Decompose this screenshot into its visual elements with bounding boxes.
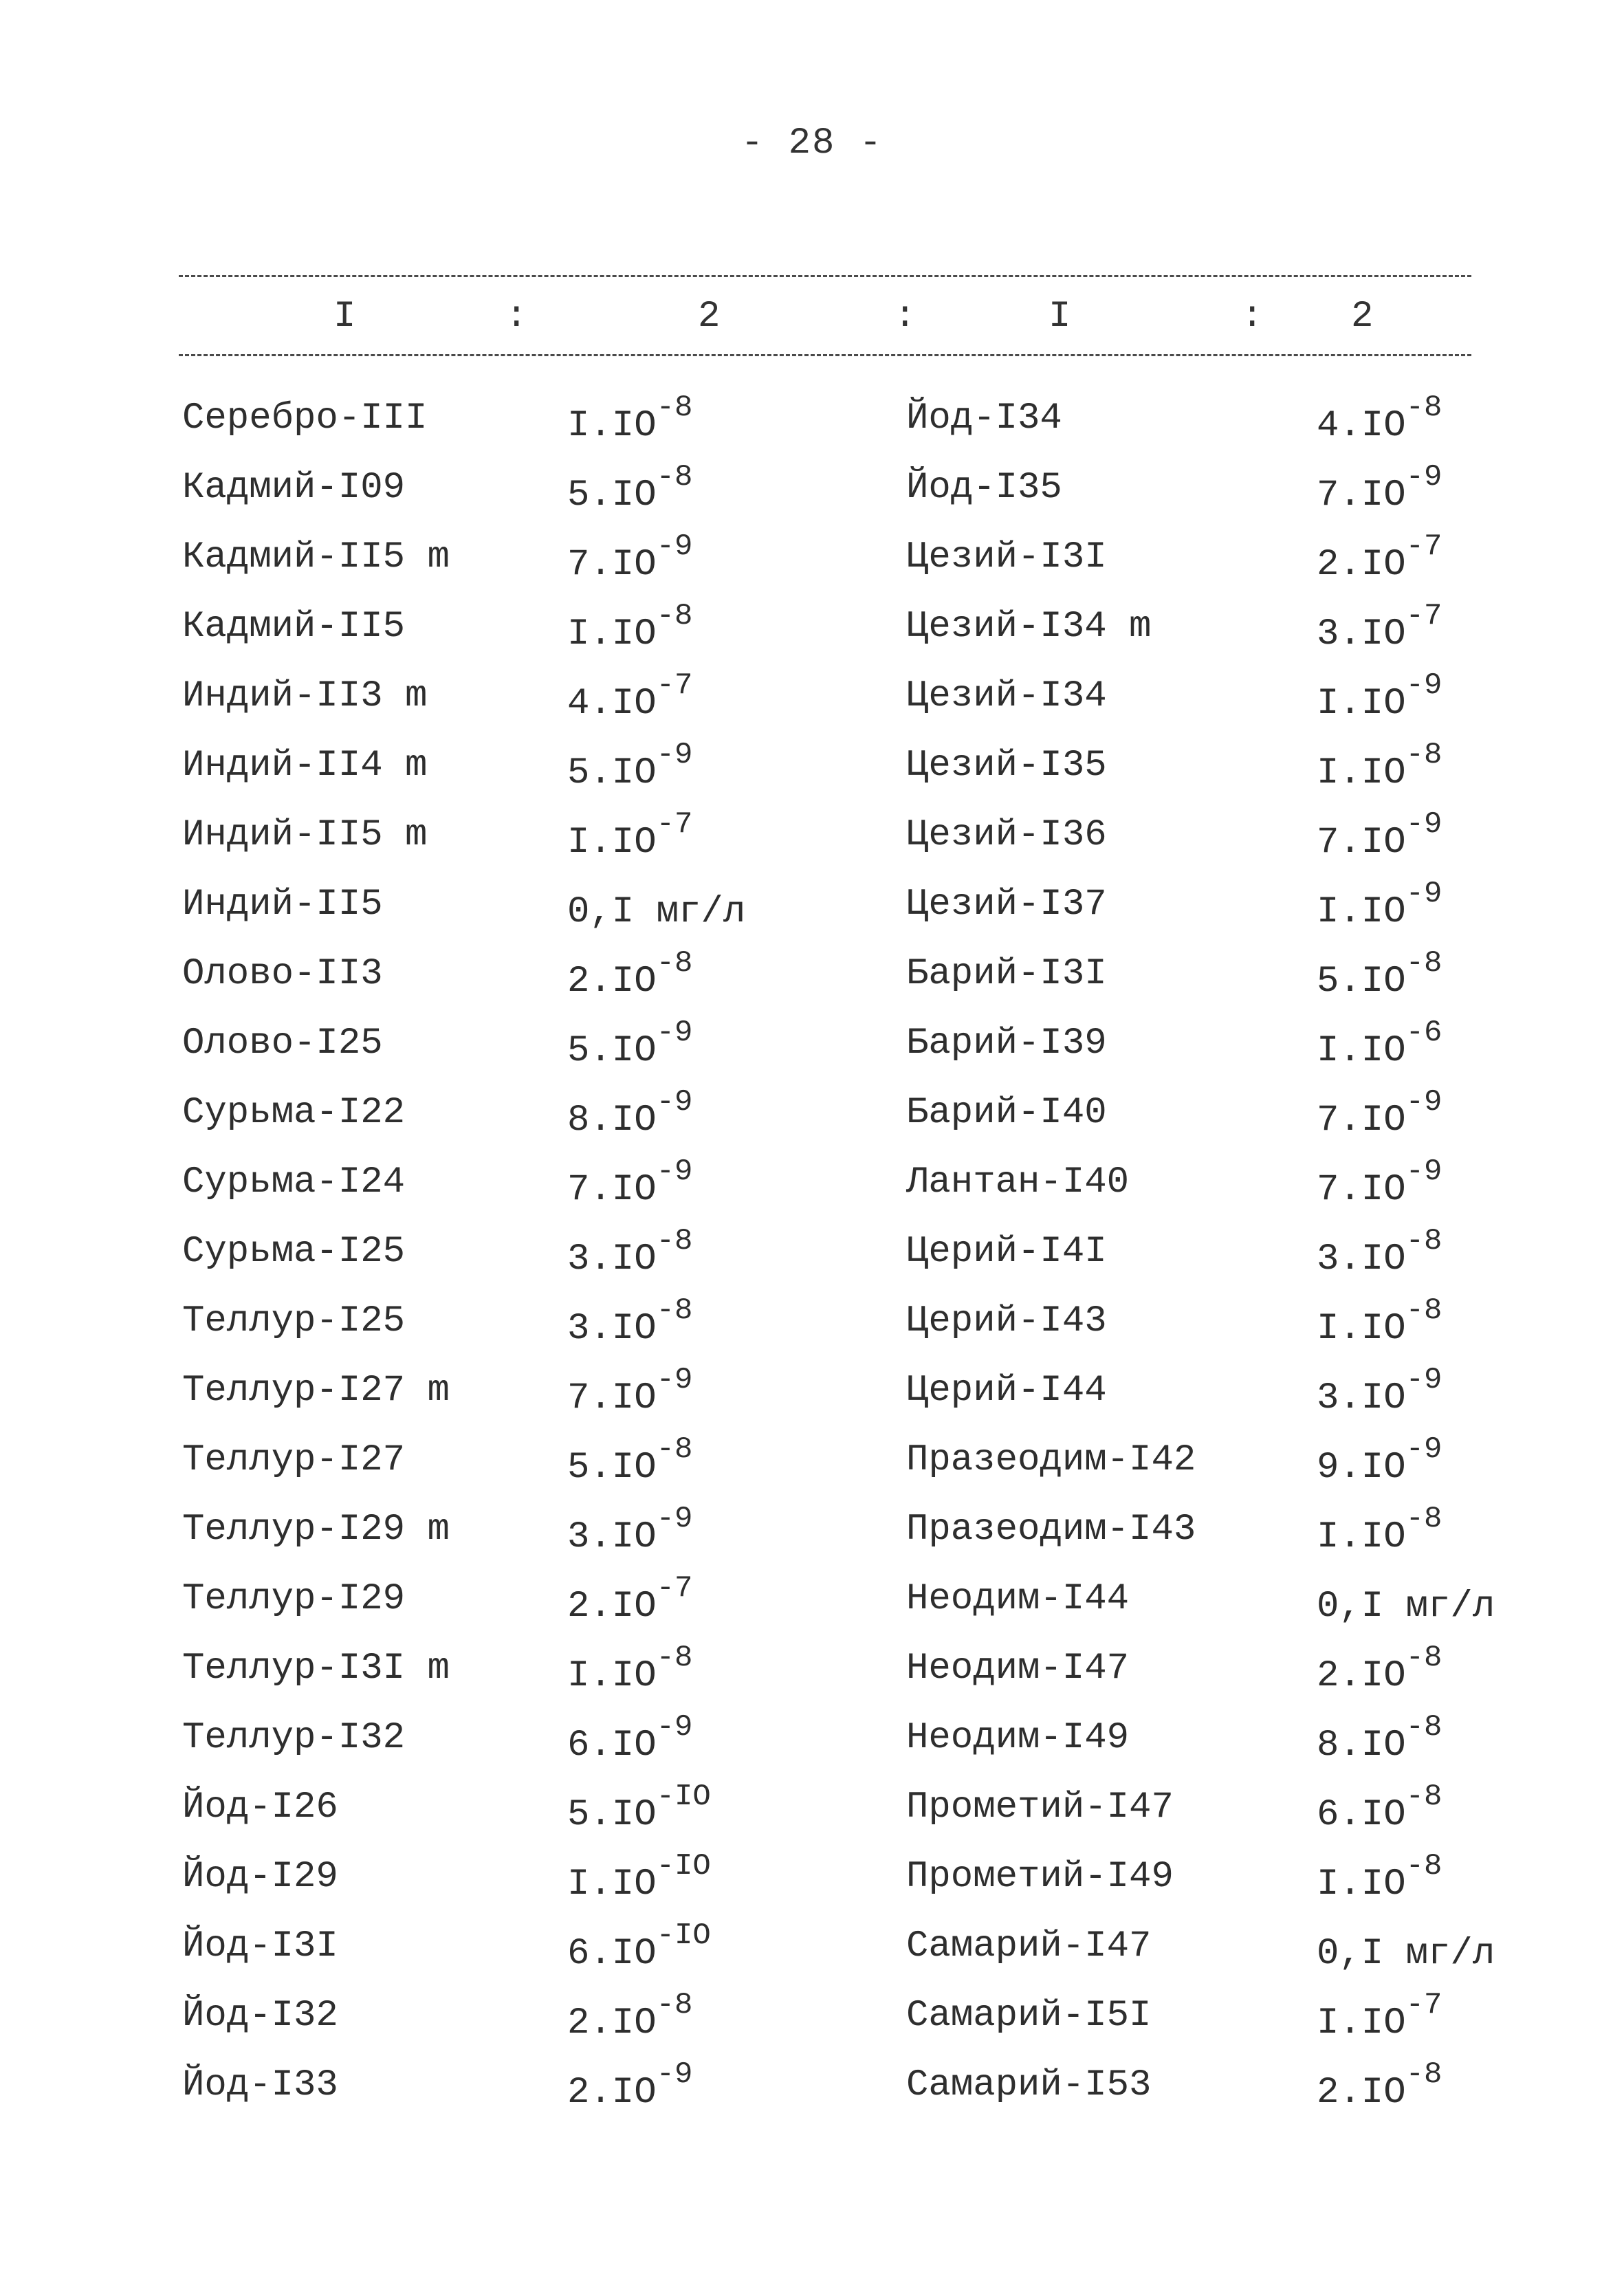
- value-mantissa: 2.IO: [567, 2072, 657, 2114]
- concentration-value: [1317, 2057, 1442, 2114]
- nuclide-name: Йод-I3I: [182, 1925, 338, 1967]
- concentration-value: [1317, 460, 1442, 516]
- value-exponent: -9: [1405, 1432, 1442, 1467]
- value-mantissa: 2.IO: [1317, 2072, 1406, 2114]
- value-mantissa: 7.IO: [1317, 1169, 1406, 1211]
- nuclide-name: Церий-I44: [906, 1370, 1107, 1412]
- value-mantissa: 0,I мг/л: [1317, 1586, 1495, 1628]
- concentration-value: [567, 1085, 693, 1141]
- concentration-value: [567, 1780, 711, 1836]
- concentration-value: [1317, 807, 1442, 864]
- nuclide-name: Теллур-I25: [182, 1300, 406, 1342]
- nuclide-name: Цезий-I35: [906, 745, 1107, 787]
- nuclide-name: Самарий-I5I: [906, 1995, 1152, 2037]
- value-mantissa: 6.IO: [567, 1933, 657, 1975]
- value-mantissa: 5.IO: [567, 1030, 657, 1072]
- value-exponent: -8: [1405, 1710, 1442, 1745]
- nuclide-name: Теллур-I27: [182, 1439, 406, 1481]
- value-exponent: -9: [656, 1016, 693, 1050]
- value-mantissa: 2.IO: [567, 961, 657, 1003]
- nuclide-name: Цезий-I37: [906, 884, 1107, 926]
- value-exponent: -IO: [656, 1780, 711, 1814]
- nuclide-name: Серебро-III: [182, 397, 428, 439]
- value-mantissa: 3.IO: [567, 1516, 657, 1558]
- concentration-value: [1317, 1502, 1442, 1558]
- nuclide-name: Барий-I39: [906, 1023, 1107, 1064]
- concentration-value: [567, 1224, 693, 1280]
- value-mantissa: 3.IO: [567, 1308, 657, 1350]
- value-mantissa: 6.IO: [567, 1725, 657, 1767]
- value-exponent: -8: [1405, 946, 1442, 981]
- nuclide-name: Теллур-I32: [182, 1717, 406, 1759]
- nuclide-name: Йод-I32: [182, 1995, 338, 2037]
- value-exponent: -7: [1405, 599, 1442, 633]
- value-exponent: -6: [1405, 1016, 1442, 1050]
- nuclide-name: Теллур-I3I m: [182, 1648, 450, 1690]
- value-exponent: -9: [656, 1155, 693, 1189]
- value-exponent: -9: [1405, 807, 1442, 842]
- nuclide-name: Неодим-I49: [906, 1717, 1130, 1759]
- concentration-value: [1317, 668, 1442, 725]
- value-exponent: -8: [1405, 2057, 1442, 2092]
- nuclide-name: Индий-II4 m: [182, 745, 428, 787]
- concentration-value: [567, 1641, 693, 1697]
- value-mantissa: 5.IO: [1317, 961, 1406, 1003]
- nuclide-name: Неодим-I47: [906, 1648, 1130, 1690]
- nuclide-name: Кадмий-I09: [182, 467, 406, 509]
- value-mantissa: I.IO: [1317, 683, 1406, 725]
- value-mantissa: 7.IO: [567, 1169, 657, 1211]
- concentration-value: [1317, 1578, 1495, 1628]
- value-mantissa: I.IO: [567, 822, 657, 864]
- value-exponent: -7: [1405, 1988, 1442, 2022]
- value-exponent: -8: [1405, 738, 1442, 772]
- nuclide-name: Барий-I40: [906, 1092, 1107, 1134]
- value-mantissa: 5.IO: [567, 474, 657, 516]
- nuclide-name: Сурьма-I22: [182, 1092, 406, 1134]
- concentration-value: [1317, 1988, 1442, 2044]
- value-exponent: -8: [656, 1641, 693, 1675]
- concentration-value: [1317, 391, 1442, 447]
- value-mantissa: 0,I мг/л: [1317, 1933, 1495, 1975]
- nuclide-name: Олово-II3: [182, 953, 383, 995]
- nuclide-name: Церий-I4I: [906, 1231, 1107, 1273]
- value-exponent: -8: [1405, 391, 1442, 425]
- concentration-value: [567, 599, 693, 655]
- value-mantissa: 2.IO: [1317, 544, 1406, 586]
- concentration-value: [1317, 1224, 1442, 1280]
- nuclide-name: Олово-I25: [182, 1023, 383, 1064]
- value-exponent: -7: [656, 668, 693, 703]
- nuclide-name: Самарий-I47: [906, 1925, 1152, 1967]
- value-exponent: -8: [656, 946, 693, 981]
- value-exponent: -9: [656, 1710, 693, 1745]
- value-exponent: -9: [656, 1502, 693, 1536]
- concentration-value: [1317, 599, 1442, 655]
- value-mantissa: 3.IO: [1317, 1377, 1406, 1419]
- value-exponent: -8: [1405, 1780, 1442, 1814]
- value-exponent: -9: [656, 529, 693, 564]
- nuclide-name: Сурьма-I24: [182, 1161, 406, 1203]
- value-mantissa: 2.IO: [1317, 1655, 1406, 1697]
- nuclide-name: Прометий-I49: [906, 1856, 1174, 1898]
- concentration-value: [567, 1502, 693, 1558]
- nuclide-name: Барий-I3I: [906, 953, 1107, 995]
- value-mantissa: 3.IO: [567, 1238, 657, 1280]
- value-exponent: -7: [656, 1571, 693, 1606]
- concentration-value: [1317, 1925, 1495, 1975]
- value-exponent: -9: [1405, 1085, 1442, 1119]
- value-mantissa: 2.IO: [567, 1586, 657, 1628]
- value-exponent: -9: [656, 738, 693, 772]
- value-exponent: -9: [1405, 460, 1442, 494]
- concentration-value: [1317, 738, 1442, 794]
- nuclide-name: Индий-II5: [182, 884, 383, 926]
- value-mantissa: I.IO: [1317, 1030, 1406, 1072]
- value-exponent: -9: [656, 1085, 693, 1119]
- value-exponent: -8: [656, 1432, 693, 1467]
- nuclide-name: Цезий-I34: [906, 675, 1107, 717]
- concentration-value: [567, 391, 693, 447]
- nuclide-name: Празеодим-I43: [906, 1509, 1196, 1551]
- value-mantissa: 0,I мг/л: [567, 891, 746, 933]
- nuclide-name: Йод-I26: [182, 1786, 338, 1828]
- value-exponent: -8: [1405, 1502, 1442, 1536]
- nuclide-name: Неодим-I44: [906, 1578, 1130, 1620]
- value-mantissa: 7.IO: [567, 544, 657, 586]
- value-exponent: -IO: [656, 1918, 711, 1953]
- nuclide-name: Церий-I43: [906, 1300, 1107, 1342]
- nuclide-name: Лантан-I40: [906, 1161, 1130, 1203]
- concentration-value: [567, 529, 693, 586]
- concentration-value: [1317, 877, 1442, 933]
- value-mantissa: I.IO: [1317, 1308, 1406, 1350]
- nuclide-name: Сурьма-I25: [182, 1231, 406, 1273]
- value-mantissa: 4.IO: [567, 683, 657, 725]
- nuclide-name: Цезий-I34 m: [906, 606, 1152, 648]
- column-separator: :: [505, 296, 528, 338]
- concentration-value: [1317, 529, 1442, 586]
- value-mantissa: I.IO: [1317, 2002, 1406, 2044]
- concentration-value: [1317, 1780, 1442, 1836]
- value-mantissa: 2.IO: [567, 2002, 657, 2044]
- value-mantissa: 5.IO: [567, 1794, 657, 1836]
- value-exponent: -8: [1405, 1293, 1442, 1328]
- concentration-value: [567, 1849, 711, 1905]
- value-mantissa: I.IO: [567, 613, 657, 655]
- nuclide-name: Теллур-I27 m: [182, 1370, 450, 1412]
- concentration-value: [1317, 1849, 1442, 1905]
- concentration-value: [1317, 1432, 1442, 1489]
- value-exponent: -9: [1405, 877, 1442, 911]
- value-mantissa: I.IO: [567, 405, 657, 447]
- value-exponent: -8: [656, 1988, 693, 2022]
- value-mantissa: 5.IO: [567, 752, 657, 794]
- value-mantissa: 8.IO: [1317, 1725, 1406, 1767]
- nuclide-name: Йод-I33: [182, 2064, 338, 2106]
- value-mantissa: 3.IO: [1317, 1238, 1406, 1280]
- concentration-value: [1317, 1641, 1442, 1697]
- concentration-value: [567, 1710, 693, 1767]
- nuclide-name: Самарий-I53: [906, 2064, 1152, 2106]
- value-mantissa: 3.IO: [1317, 613, 1406, 655]
- nuclide-name: Прометий-I47: [906, 1786, 1174, 1828]
- nuclide-name: Цезий-I3I: [906, 536, 1107, 578]
- value-exponent: -8: [656, 1293, 693, 1328]
- concentration-value: [567, 1363, 693, 1419]
- value-exponent: -8: [656, 460, 693, 494]
- value-exponent: -9: [1405, 668, 1442, 703]
- value-mantissa: 7.IO: [1317, 1100, 1406, 1141]
- concentration-value: [567, 1571, 693, 1628]
- nuclide-name: Индий-II3 m: [182, 675, 428, 717]
- table-header-rule: [179, 354, 1471, 356]
- concentration-value: [567, 1155, 693, 1211]
- nuclide-name: Кадмий-II5: [182, 606, 406, 648]
- value-exponent: -9: [656, 1363, 693, 1397]
- column-header-4: 2: [1351, 296, 1374, 338]
- concentration-value: [567, 2057, 693, 2114]
- value-mantissa: 8.IO: [567, 1100, 657, 1141]
- column-header-3: I: [1049, 296, 1071, 338]
- value-mantissa: 9.IO: [1317, 1447, 1406, 1489]
- table-top-rule: [179, 275, 1471, 277]
- value-exponent: -9: [656, 2057, 693, 2092]
- concentration-value: [567, 1918, 711, 1975]
- concentration-value: [567, 946, 693, 1003]
- value-mantissa: 7.IO: [567, 1377, 657, 1419]
- column-separator: :: [1241, 296, 1264, 338]
- concentration-value: [1317, 1710, 1442, 1767]
- column-header-1: I: [333, 296, 356, 338]
- nuclide-name: Йод-I35: [906, 467, 1062, 509]
- value-exponent: -9: [1405, 1155, 1442, 1189]
- value-mantissa: 7.IO: [1317, 474, 1406, 516]
- value-exponent: -8: [1405, 1641, 1442, 1675]
- concentration-value: [567, 884, 745, 933]
- concentration-value: [1317, 1363, 1442, 1419]
- concentration-value: [567, 807, 693, 864]
- nuclide-name: Теллур-I29: [182, 1578, 406, 1620]
- concentration-value: [1317, 1085, 1442, 1141]
- value-mantissa: I.IO: [567, 1655, 657, 1697]
- value-exponent: -8: [656, 599, 693, 633]
- value-exponent: -7: [656, 807, 693, 842]
- value-mantissa: I.IO: [1317, 752, 1406, 794]
- nuclide-name: Празеодим-I42: [906, 1439, 1196, 1481]
- concentration-value: [1317, 946, 1442, 1003]
- value-exponent: -IO: [656, 1849, 711, 1883]
- concentration-value: [1317, 1293, 1442, 1350]
- value-exponent: -8: [1405, 1849, 1442, 1883]
- value-exponent: -7: [1405, 529, 1442, 564]
- value-mantissa: I.IO: [1317, 1863, 1406, 1905]
- value-exponent: -8: [1405, 1224, 1442, 1258]
- column-header-2: 2: [698, 296, 721, 338]
- nuclide-name: Цезий-I36: [906, 814, 1107, 856]
- page-number: - 28 -: [740, 122, 884, 164]
- value-mantissa: 6.IO: [1317, 1794, 1406, 1836]
- concentration-value: [567, 1988, 693, 2044]
- value-mantissa: I.IO: [567, 1863, 657, 1905]
- concentration-value: [567, 460, 693, 516]
- value-mantissa: 7.IO: [1317, 822, 1406, 864]
- value-mantissa: 5.IO: [567, 1447, 657, 1489]
- concentration-value: [1317, 1016, 1442, 1072]
- nuclide-name: Индий-II5 m: [182, 814, 428, 856]
- concentration-value: [567, 668, 693, 725]
- concentration-value: [567, 1432, 693, 1489]
- concentration-value: [567, 738, 693, 794]
- column-separator: :: [894, 296, 917, 338]
- nuclide-name: Йод-I29: [182, 1856, 338, 1898]
- nuclide-name: Теллур-I29 m: [182, 1509, 450, 1551]
- value-exponent: -8: [656, 1224, 693, 1258]
- value-mantissa: 4.IO: [1317, 405, 1406, 447]
- value-mantissa: I.IO: [1317, 1516, 1406, 1558]
- concentration-value: [567, 1293, 693, 1350]
- value-exponent: -8: [656, 391, 693, 425]
- value-exponent: -9: [1405, 1363, 1442, 1397]
- nuclide-name: Йод-I34: [906, 397, 1062, 439]
- value-mantissa: I.IO: [1317, 891, 1406, 933]
- nuclide-name: Кадмий-II5 m: [182, 536, 450, 578]
- concentration-value: [1317, 1155, 1442, 1211]
- concentration-value: [567, 1016, 693, 1072]
